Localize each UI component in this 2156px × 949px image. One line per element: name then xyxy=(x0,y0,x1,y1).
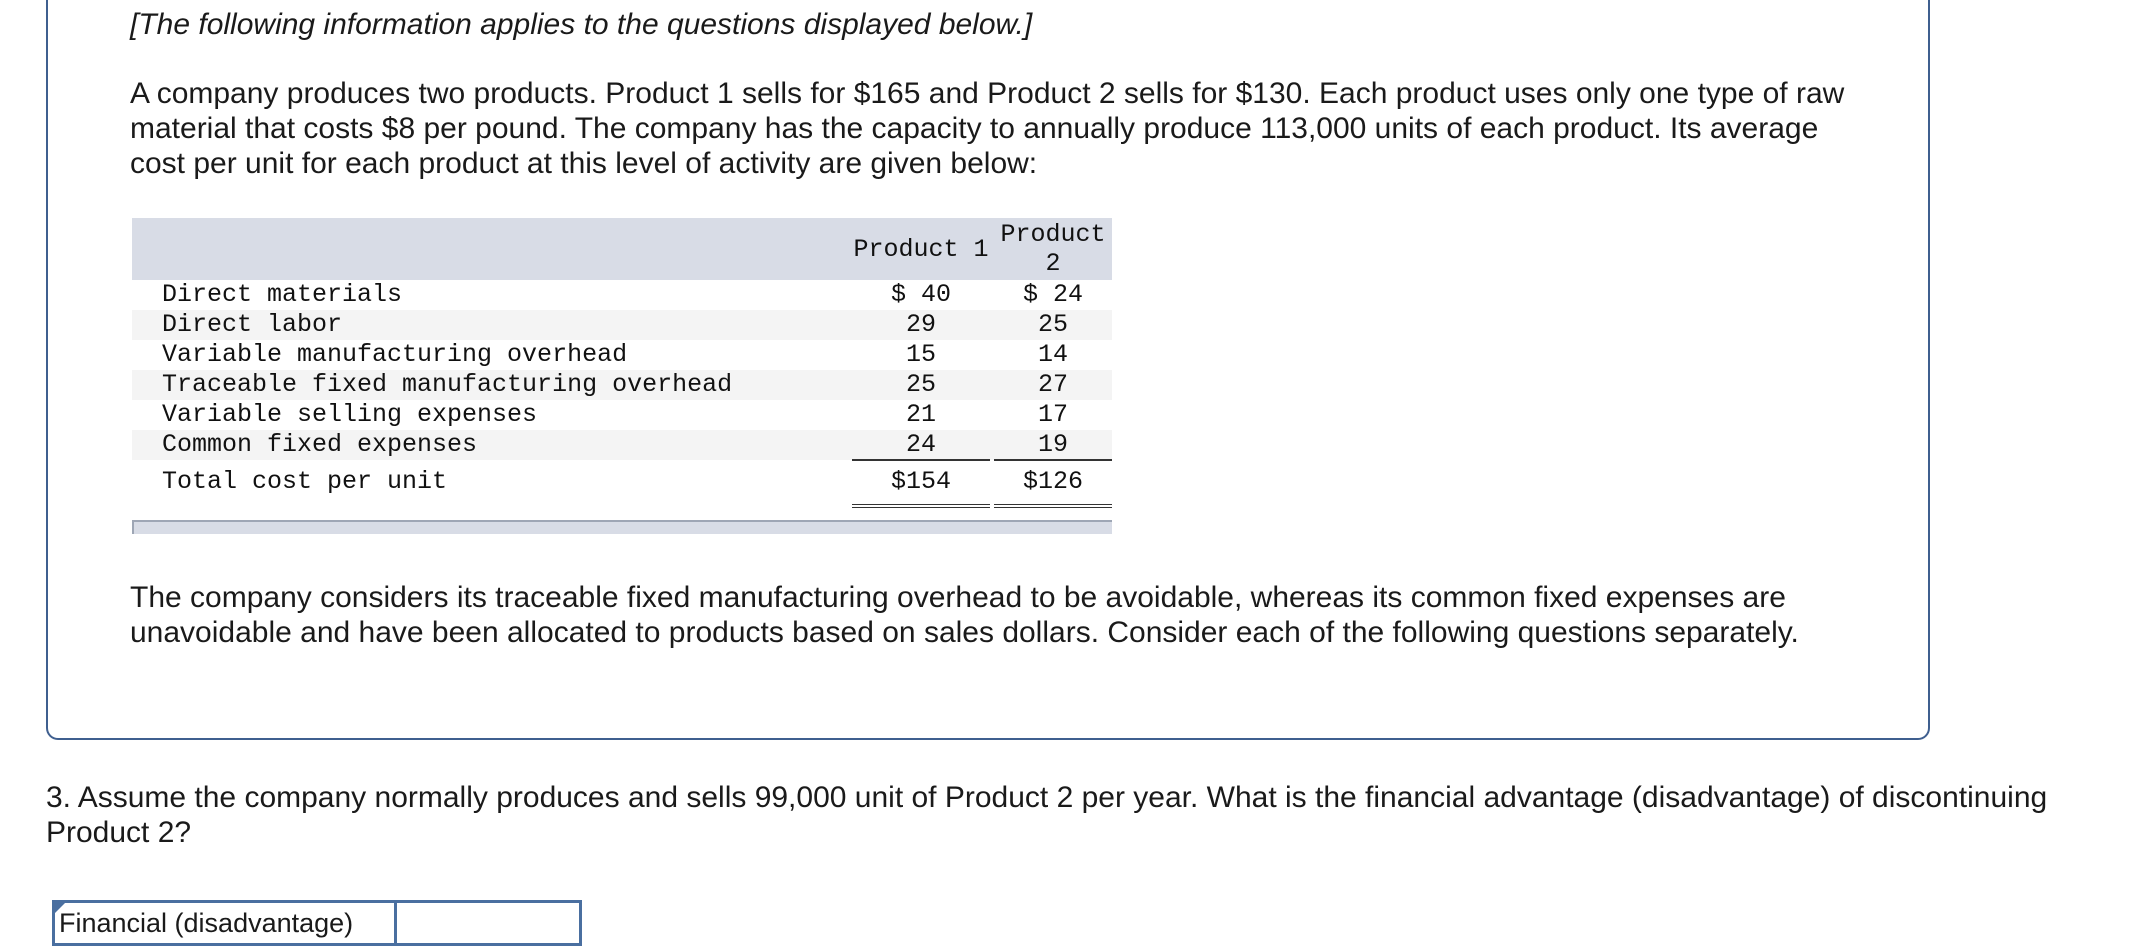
product-1-value: 29 xyxy=(905,310,936,339)
table-row xyxy=(132,370,1112,400)
row-label: Common fixed expenses xyxy=(162,430,478,459)
table-row xyxy=(132,430,1112,460)
row-label: Direct labor xyxy=(162,310,343,339)
answer-label-cell xyxy=(55,903,397,943)
answer-input-cell xyxy=(397,903,579,943)
intro-paragraph: A company produces two products. Product 1 sells for $165 and Product 2 sells for $130. Each product uses only one type of raw material that costs $8 per pound. The company has the capacity to annually produce 113,000 units of each product. Its average cost per unit for each product at this level of activity are given below: xyxy=(130,77,1845,180)
product-1-value: $ 40 xyxy=(890,280,951,309)
cost-table xyxy=(132,218,1112,534)
row-label: Variable manufacturing overhead xyxy=(162,340,628,369)
total-product-1: $154 xyxy=(852,460,990,508)
product-1-value: 21 xyxy=(905,400,936,429)
product-2-value: 27 xyxy=(1037,370,1068,399)
row-label: Direct materials xyxy=(162,280,403,309)
header-product-2: Product 2 xyxy=(1000,220,1106,278)
product-2-value: 25 xyxy=(1037,310,1068,339)
row-label: Traceable fixed manufacturing overhead xyxy=(162,370,733,399)
header-product-1: Product 1 xyxy=(853,235,989,264)
info-note: [The following information applies to the questions displayed below.] xyxy=(130,8,1033,41)
product-2-value: 17 xyxy=(1037,400,1068,429)
product-1-value: 25 xyxy=(905,370,936,399)
answer-input[interactable] xyxy=(397,903,579,943)
product-2-value: 19 xyxy=(994,430,1112,461)
row-label: Variable selling expenses xyxy=(162,400,538,429)
table-row xyxy=(132,280,1112,310)
question-text: 3. Assume the company normally produces and sells 99,000 unit of Product 2 per year. What is the financial advantage (disadvantage) of discontinuing Product 2? xyxy=(46,781,2048,849)
corner-flag-icon xyxy=(55,903,65,913)
table-footer-bar xyxy=(132,520,1112,534)
total-row xyxy=(132,460,1112,504)
answer-label: Financial (disadvantage) xyxy=(59,908,354,938)
table-row xyxy=(132,310,1112,340)
total-product-2: $126 xyxy=(994,460,1112,508)
considers-paragraph: The company considers its traceable fixed manufacturing overhead to be avoidable, whereas its common fixed expenses are unavoidable and have been allocated to products based on sales dollars. Consider each of the following questions separately. xyxy=(130,581,1799,649)
product-2-value: $ 24 xyxy=(1022,280,1083,309)
cost-table-header xyxy=(132,218,1112,280)
table-row xyxy=(132,400,1112,430)
product-2-value: 14 xyxy=(1037,340,1068,369)
answer-table xyxy=(52,900,582,946)
total-label: Total cost per unit xyxy=(162,467,448,496)
product-1-value: 15 xyxy=(905,340,936,369)
table-row xyxy=(132,340,1112,370)
product-1-value: 24 xyxy=(852,430,990,461)
